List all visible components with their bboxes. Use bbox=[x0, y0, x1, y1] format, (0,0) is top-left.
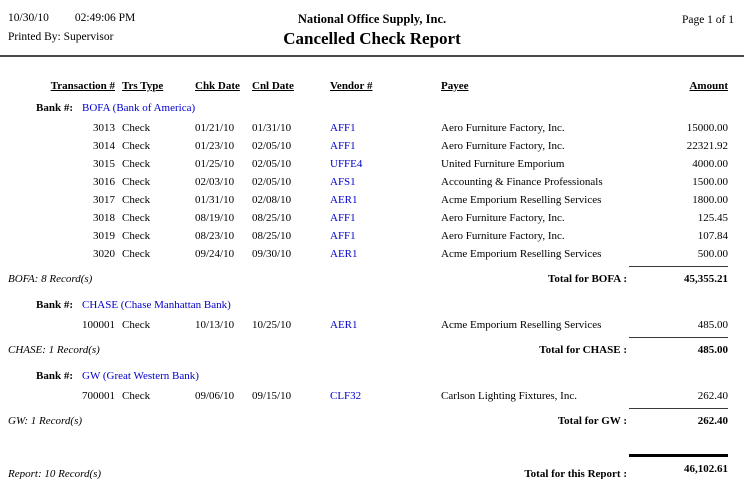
group-total-row bbox=[0, 408, 744, 430]
bank-name-link[interactable]: CHASE (Chase Manhattan Bank) bbox=[82, 299, 231, 311]
trs-type: Check bbox=[122, 194, 151, 206]
transaction-number: 3018 bbox=[93, 212, 115, 224]
amount: 15000.00 bbox=[686, 122, 728, 134]
trs-type: Check bbox=[122, 122, 151, 134]
group-record-count: CHASE: 1 Record(s) bbox=[8, 344, 100, 356]
column-header-cnl-date: Cnl Date bbox=[252, 80, 294, 92]
column-header-transaction: Transaction # bbox=[50, 80, 115, 92]
group-record-count: BOFA: 8 Record(s) bbox=[8, 273, 93, 285]
chk-date: 02/03/10 bbox=[195, 176, 235, 188]
bank-number-label: Bank #: bbox=[36, 370, 73, 382]
trs-type: Check bbox=[122, 212, 151, 224]
table-row bbox=[0, 387, 744, 405]
column-header-trs-type: Trs Type bbox=[122, 80, 164, 92]
bank-number-label: Bank #: bbox=[36, 102, 73, 114]
transaction-number: 700001 bbox=[82, 390, 115, 402]
amount: 4000.00 bbox=[692, 158, 728, 170]
table-row bbox=[0, 137, 744, 155]
trs-type: Check bbox=[122, 140, 151, 152]
printed-by: Printed By: Supervisor bbox=[8, 31, 114, 43]
header-center bbox=[0, 12, 744, 49]
report-header bbox=[0, 0, 744, 57]
chk-date: 01/25/10 bbox=[195, 158, 235, 170]
vendor-code-link[interactable]: AER1 bbox=[330, 248, 358, 260]
bank-group-header bbox=[0, 296, 744, 314]
table-row bbox=[0, 155, 744, 173]
trs-type: Check bbox=[122, 390, 151, 402]
transaction-number: 100001 bbox=[82, 319, 115, 331]
cnl-date: 09/15/10 bbox=[252, 390, 292, 402]
payee: Aero Furniture Factory, Inc. bbox=[441, 122, 565, 134]
vendor-code-link[interactable]: AFF1 bbox=[330, 230, 356, 242]
bank-number-label: Bank #: bbox=[36, 299, 73, 311]
cnl-date: 08/25/10 bbox=[252, 230, 292, 242]
chk-date: 10/13/10 bbox=[195, 319, 235, 331]
vendor-code-link[interactable]: AER1 bbox=[330, 319, 358, 331]
transaction-number: 3016 bbox=[93, 176, 115, 188]
company-name: National Office Supply, Inc. bbox=[297, 12, 447, 26]
payee: Aero Furniture Factory, Inc. bbox=[441, 140, 565, 152]
payee: Carlson Lighting Fixtures, Inc. bbox=[441, 390, 577, 402]
vendor-code-link[interactable]: UFFE4 bbox=[330, 158, 363, 170]
print-date: 10/30/10 bbox=[8, 12, 49, 24]
column-header-amount: Amount bbox=[689, 80, 728, 92]
print-time: 02:49:06 PM bbox=[74, 12, 136, 24]
group-total-label: Total for BOFA : bbox=[548, 273, 627, 285]
cnl-date: 02/05/10 bbox=[252, 140, 292, 152]
table-row bbox=[0, 316, 744, 334]
bank-name-link[interactable]: GW (Great Western Bank) bbox=[82, 370, 199, 382]
vendor-code-link[interactable]: AFF1 bbox=[330, 140, 356, 152]
chk-date: 01/21/10 bbox=[195, 122, 235, 134]
page-indicator: Page 1 of 1 bbox=[681, 14, 734, 26]
amount: 500.00 bbox=[697, 248, 728, 260]
table-row bbox=[0, 173, 744, 191]
chk-date: 01/31/10 bbox=[195, 194, 235, 206]
column-header-chk-date: Chk Date bbox=[195, 80, 240, 92]
payee: Aero Furniture Factory, Inc. bbox=[441, 212, 565, 224]
cnl-date: 09/30/10 bbox=[252, 248, 292, 260]
payee: Acme Emporium Reselling Services bbox=[441, 319, 602, 331]
bank-name-link[interactable]: BOFA (Bank of America) bbox=[82, 102, 196, 114]
amount: 125.45 bbox=[697, 212, 728, 224]
report-record-count: Report: 10 Record(s) bbox=[8, 468, 102, 479]
table-row bbox=[0, 245, 744, 263]
cnl-date: 08/25/10 bbox=[252, 212, 292, 224]
payee: Acme Emporium Reselling Services bbox=[441, 248, 602, 260]
chk-date: 08/23/10 bbox=[195, 230, 235, 242]
payee: Aero Furniture Factory, Inc. bbox=[441, 230, 565, 242]
column-header-payee: Payee bbox=[441, 80, 469, 92]
vendor-code-link[interactable]: AFF1 bbox=[330, 212, 356, 224]
amount: 262.40 bbox=[697, 390, 728, 402]
report-total-row bbox=[0, 454, 744, 479]
amount: 107.84 bbox=[697, 230, 728, 242]
amount: 485.00 bbox=[697, 319, 728, 331]
transaction-number: 3019 bbox=[93, 230, 115, 242]
transaction-number: 3017 bbox=[93, 194, 115, 206]
group-total-amount: 45,355.21 bbox=[629, 266, 728, 288]
report-total-amount: 46,102.61 bbox=[629, 454, 728, 479]
amount: 22321.92 bbox=[686, 140, 728, 152]
chk-date: 09/06/10 bbox=[195, 390, 235, 402]
table-row bbox=[0, 209, 744, 227]
transaction-number: 3014 bbox=[93, 140, 115, 152]
cnl-date: 02/05/10 bbox=[252, 176, 292, 188]
report-total-label: Total for this Report : bbox=[524, 468, 627, 479]
cnl-date: 02/05/10 bbox=[252, 158, 292, 170]
trs-type: Check bbox=[122, 319, 151, 331]
vendor-code-link[interactable]: AER1 bbox=[330, 194, 358, 206]
transaction-number: 3015 bbox=[93, 158, 115, 170]
chk-date: 09/24/10 bbox=[195, 248, 235, 260]
trs-type: Check bbox=[122, 230, 151, 242]
trs-type: Check bbox=[122, 158, 151, 170]
cnl-date: 10/25/10 bbox=[252, 319, 292, 331]
table-row bbox=[0, 227, 744, 245]
payee: Acme Emporium Reselling Services bbox=[441, 194, 602, 206]
group-total-row bbox=[0, 266, 744, 288]
cnl-date: 01/31/10 bbox=[252, 122, 292, 134]
group-total-amount: 262.40 bbox=[629, 408, 728, 430]
vendor-code-link[interactable]: CLF32 bbox=[330, 390, 362, 402]
group-record-count: GW: 1 Record(s) bbox=[8, 415, 83, 427]
trs-type: Check bbox=[122, 248, 151, 260]
table-row bbox=[0, 119, 744, 137]
chk-date: 01/23/10 bbox=[195, 140, 235, 152]
cnl-date: 02/08/10 bbox=[252, 194, 292, 206]
payee: United Furniture Emporium bbox=[441, 158, 565, 170]
transaction-number: 3013 bbox=[93, 122, 115, 134]
vendor-code-link[interactable]: AFF1 bbox=[330, 122, 356, 134]
report-title: Cancelled Check Report bbox=[283, 29, 461, 48]
amount: 1500.00 bbox=[692, 176, 728, 188]
chk-date: 08/19/10 bbox=[195, 212, 235, 224]
group-total-label: Total for GW : bbox=[557, 415, 627, 427]
group-total-row bbox=[0, 337, 744, 359]
column-header-row bbox=[0, 77, 744, 95]
column-header-vendor: Vendor # bbox=[330, 80, 373, 92]
bank-group-header bbox=[0, 367, 744, 385]
group-total-amount: 485.00 bbox=[629, 337, 728, 359]
payee: Accounting & Finance Professionals bbox=[441, 176, 603, 188]
bank-group-header bbox=[0, 99, 744, 117]
group-total-label: Total for CHASE : bbox=[539, 344, 627, 356]
amount: 1800.00 bbox=[692, 194, 728, 206]
transaction-number: 3020 bbox=[93, 248, 115, 260]
vendor-code-link[interactable]: AFS1 bbox=[330, 176, 356, 188]
table-row bbox=[0, 191, 744, 209]
trs-type: Check bbox=[122, 176, 151, 188]
